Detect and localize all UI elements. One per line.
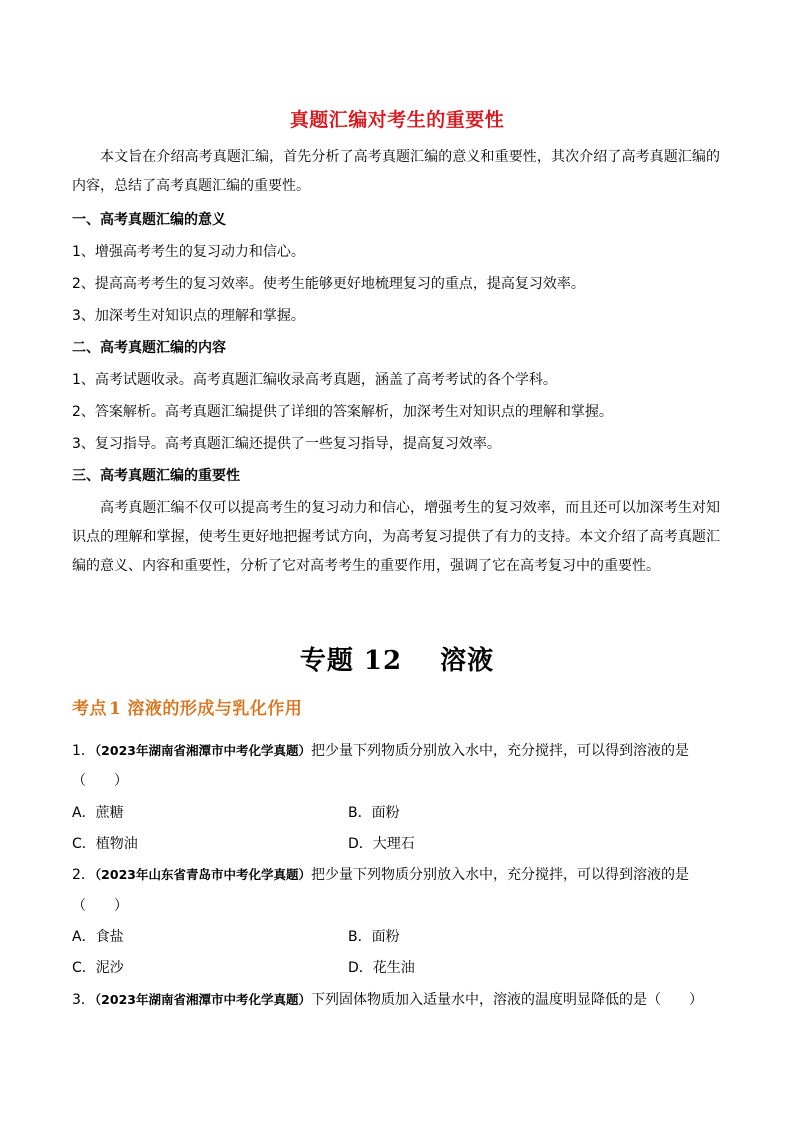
kaodian-heading [72, 694, 302, 719]
section-heading-1: 一、高考真题汇编的意义 [72, 212, 226, 228]
question-1-option-d: D．大理石 [348, 836, 415, 852]
question-1-blank: （ ） [72, 773, 128, 789]
kaodian-label: 考点 [72, 699, 107, 719]
question-2-option-d: D．花生油 [348, 960, 415, 976]
kaodian-number: 1 [109, 699, 122, 719]
question-2-option-b: B．面粉 [348, 929, 400, 945]
question-2-option-c: C．泥沙 [72, 960, 124, 976]
topic-name: 溶液 [440, 646, 495, 676]
question-2-option-a: A．食盐 [72, 929, 124, 945]
question-source: （2023年湖南省湘潭市中考化学真题） [94, 743, 311, 758]
question-1-option-c: C．植物油 [72, 836, 138, 852]
section-1-item-3: 3、加深考生对知识点的理解和掌握。 [72, 308, 305, 324]
question-number: 2． [72, 867, 95, 883]
question-1-option-a: A．蔗糖 [72, 805, 124, 821]
question-number: 1． [72, 743, 95, 759]
section-1-item-2: 2、提高高考考生的复习效率。使考生能够更好地梳理复习的重点，提高复习效率。 [72, 276, 585, 292]
topic-title [0, 640, 794, 677]
question-source: （2023年湖南省湘潭市中考化学真题） [94, 992, 311, 1007]
section-heading-3: 三、高考真题汇编的重要性 [72, 468, 240, 484]
section-2-item-3: 3、复习指导。高考真题汇编还提供了一些复习指导，提高复习效率。 [72, 436, 501, 452]
question-2-blank: （ ） [72, 898, 128, 914]
kaodian-name: 溶液的形成与乳化作用 [127, 699, 303, 719]
question-stem: 把少量下列物质分别放入水中，充分搅拌，可以得到溶液的是 [310, 743, 689, 759]
section-1-item-1: 1、增强高考考生的复习动力和信心。 [72, 244, 305, 260]
page-title: 真题汇编对考生的重要性 [289, 109, 505, 131]
question-1-option-b: B．面粉 [348, 805, 400, 821]
question-source: （2023年山东省青岛市中考化学真题） [94, 867, 311, 882]
section-2-item-1: 1、高考试题收录。高考真题汇编收录高考真题，涵盖了高考考试的各个学科。 [72, 372, 557, 388]
question-3 [72, 990, 703, 1010]
section-2-item-2: 2、答案解析。高考真题汇编提供了详细的答案解析，加深考生对知识点的理解和掌握。 [72, 404, 613, 420]
question-1 [72, 741, 689, 761]
topic-label: 专题 [299, 646, 354, 676]
question-2 [72, 865, 689, 885]
section-heading-2: 二、高考真题汇编的内容 [72, 340, 226, 356]
question-number: 3． [72, 992, 95, 1008]
question-stem: 把少量下列物质分别放入水中，充分搅拌，可以得到溶液的是 [310, 867, 689, 883]
question-stem: 下列固体物质加入适量水中，溶液的温度明显降低的是（ ） [310, 992, 703, 1008]
intro-paragraph: 本文旨在介绍高考真题汇编，首先分析了高考真题汇编的意义和重要性，其次介绍了高考真题汇编的内容，总结了高考真题汇编的重要性。 [72, 149, 720, 194]
topic-number: 12 [363, 646, 403, 676]
conclusion-paragraph: 高考真题汇编不仅可以提高考生的复习动力和信心，增强考生的复习效率，而且还可以加深考生对知识点的理解和掌握，使考生更好地把握考试方向，为高考复习提供了有力的支持。本文介绍了高考真题汇编的意义、内容和重要性，分析了它对高考考生的重要作用，强调了它在高考复习中的重要性。 [72, 500, 720, 574]
